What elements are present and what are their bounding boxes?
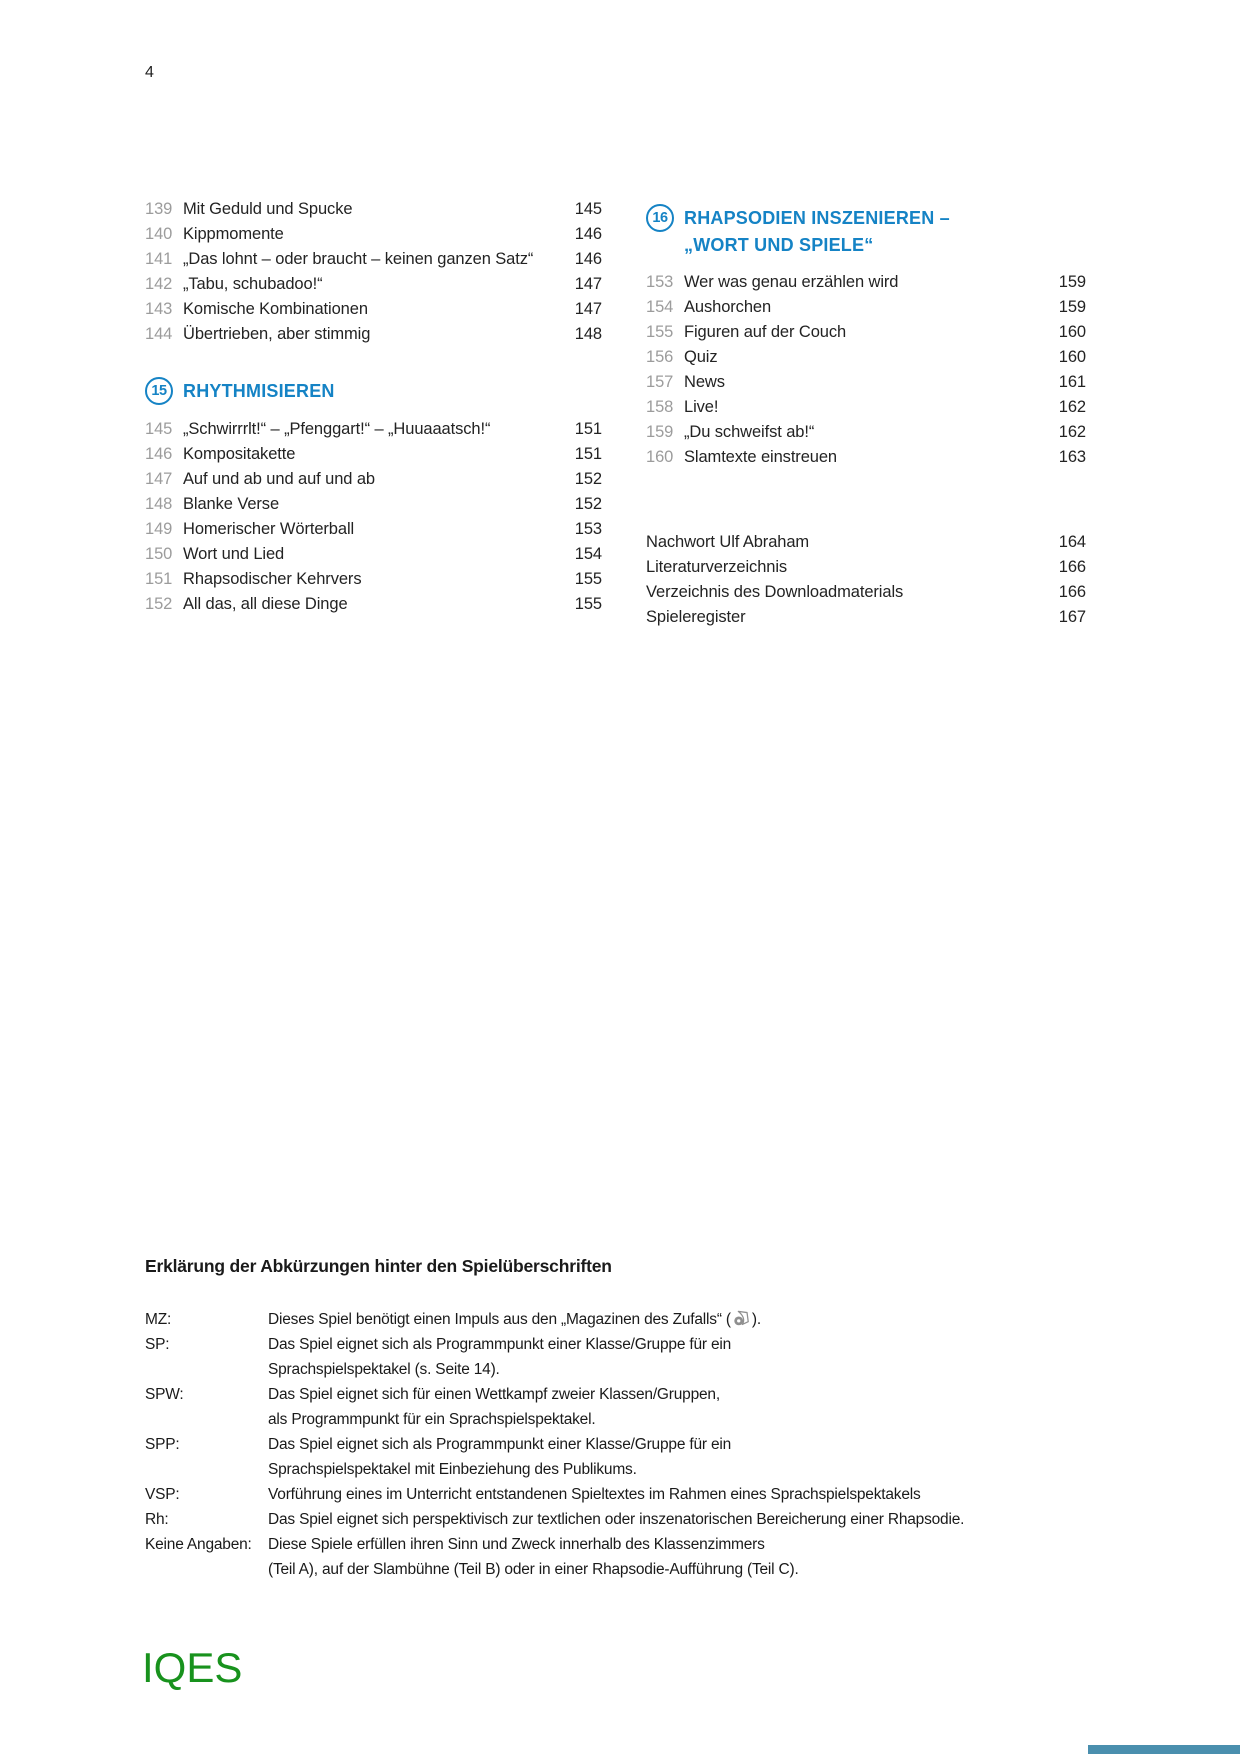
toc-entry-page: 162: [1058, 423, 1086, 441]
toc-endmatter: [646, 530, 1086, 630]
toc-entry-page: 164: [1058, 533, 1086, 551]
toc-entry-number: 141: [145, 250, 173, 268]
toc-entry[interactable]: [145, 467, 602, 492]
toc-entry-title: Spieleregister: [646, 608, 746, 626]
legend-label: [145, 1407, 268, 1432]
toc-entry-page: 160: [1058, 348, 1086, 366]
toc-entry-page: 154: [574, 545, 602, 563]
toc-entry-page: 162: [1058, 398, 1086, 416]
toc-entry-number: 151: [145, 570, 173, 588]
legend-text: Sprachspielspektakel (s. Seite 14).: [268, 1361, 500, 1378]
legend-mz-text-after: ).: [751, 1311, 761, 1328]
toc-entry-title: Auf und ab und auf und ab: [183, 470, 376, 488]
toc-entry-title: Live!: [684, 398, 719, 416]
toc-entry[interactable]: [646, 555, 1086, 580]
legend-label: [145, 1357, 268, 1382]
toc-entry[interactable]: [145, 222, 602, 247]
toc-entry[interactable]: [646, 295, 1086, 320]
toc-entry[interactable]: [145, 567, 602, 592]
legend: [145, 1307, 1105, 1582]
toc-entry-title: Wer was genau erzählen wird: [684, 273, 899, 291]
legend-heading: Erklärung der Abkürzungen hinter den Spielüberschriften: [145, 1256, 612, 1276]
legend-label: MZ:: [145, 1311, 172, 1328]
section-title-line2: „WORT UND SPIELE“: [684, 235, 874, 255]
toc-entry-title: „Tabu, schubadoo!“: [183, 275, 323, 293]
legend-row: [145, 1457, 1105, 1482]
toc-entry-number: 148: [145, 495, 173, 513]
toc-entry-title: Quiz: [684, 348, 718, 366]
toc-entry-title: „Schwirrrlt!“ – „Pfenggart!“ – „Huuaaatsch!“: [183, 420, 491, 438]
toc-entry[interactable]: [646, 370, 1086, 395]
page-number: 4: [145, 64, 154, 81]
toc-entry-page: 148: [574, 325, 602, 343]
toc-entry-page: 155: [574, 570, 602, 588]
legend-label: Rh:: [145, 1511, 169, 1528]
legend-text: als Programmpunkt für ein Sprachspielspektakel.: [268, 1411, 596, 1428]
toc-entry-page: 146: [574, 250, 602, 268]
toc-entry-title: Komische Kombinationen: [183, 300, 368, 318]
zufallsmagazin-icon: [732, 1309, 751, 1328]
legend-text: Das Spiel eignet sich perspektivisch zur textlichen oder inszenatorischen Bereicherung einer Rhapsodie.: [268, 1511, 965, 1528]
toc-entry-page: 147: [574, 300, 602, 318]
section-title-line1: RHAPSODIEN INSZENIEREN –: [684, 208, 950, 228]
iqes-logo: IQES: [142, 1644, 243, 1691]
toc-entry-number: 143: [145, 300, 173, 318]
toc-entry-number: 144: [145, 325, 173, 343]
toc-entry-number: 160: [646, 448, 674, 466]
toc-entry-number: 158: [646, 398, 674, 416]
toc-entry-title: Rhapsodischer Kehrvers: [183, 570, 362, 588]
toc-entry[interactable]: [145, 197, 602, 222]
legend-label: SP:: [145, 1336, 170, 1353]
footer-accent-bar: [1088, 1745, 1240, 1754]
toc-entry-page: 152: [574, 470, 602, 488]
toc-entry-title: „Das lohnt – oder braucht – keinen ganzen Satz“: [183, 250, 534, 268]
legend-text: [268, 1307, 1105, 1332]
toc-entry[interactable]: [646, 580, 1086, 605]
legend-row-mz: [145, 1307, 1105, 1332]
toc-entry-title: Slamtexte einstreuen: [684, 448, 838, 466]
toc-entry-number: 156: [646, 348, 674, 366]
toc-entry[interactable]: [145, 247, 602, 272]
legend-row: [145, 1557, 1105, 1582]
toc-entry-page: 166: [1058, 558, 1086, 576]
toc-entry-title: Mit Geduld und Spucke: [183, 200, 353, 218]
legend-label: VSP:: [145, 1486, 180, 1503]
toc-entry[interactable]: [145, 322, 602, 347]
toc-entry[interactable]: [145, 492, 602, 517]
toc-entry[interactable]: [145, 592, 602, 617]
toc-entry-number: 146: [145, 445, 173, 463]
section-number-badge: 16: [646, 204, 674, 232]
toc-entry-number: 152: [145, 595, 173, 613]
toc-entry-title: Homerischer Wörterball: [183, 520, 355, 538]
legend-row: [145, 1382, 1105, 1407]
section-number-badge: 15: [145, 377, 173, 405]
toc-entry-page: 151: [574, 445, 602, 463]
legend-row: [145, 1507, 1105, 1532]
section-heading-15[interactable]: [145, 377, 602, 405]
legend-label: SPW:: [145, 1386, 184, 1403]
toc-entry-page: 145: [574, 200, 602, 218]
toc-entry[interactable]: [145, 517, 602, 542]
toc-entry[interactable]: [145, 417, 602, 442]
toc-entry-number: 149: [145, 520, 173, 538]
toc-entry-title: Kippmomente: [183, 225, 284, 243]
toc-entry-number: 154: [646, 298, 674, 316]
toc-entry-number: 153: [646, 273, 674, 291]
toc-entry-page: 161: [1058, 373, 1086, 391]
section-heading-16[interactable]: [646, 204, 1106, 259]
toc-entry-page: 153: [574, 520, 602, 538]
toc-entry-title: Wort und Lied: [183, 545, 285, 563]
toc-entry-number: 150: [145, 545, 173, 563]
toc-right-column: [646, 270, 1086, 470]
toc-entry[interactable]: [646, 345, 1086, 370]
legend-row: [145, 1532, 1105, 1557]
toc-entry-title: „Du schweifst ab!“: [684, 423, 815, 441]
toc-entry-title: Aushorchen: [684, 298, 772, 316]
toc-entry-number: 159: [646, 423, 674, 441]
toc-entry[interactable]: [646, 270, 1086, 295]
toc-entry-page: 166: [1058, 583, 1086, 601]
toc-entry[interactable]: [646, 530, 1086, 555]
toc-entry-number: 145: [145, 420, 173, 438]
legend-label: [145, 1457, 268, 1482]
toc-entry-page: 163: [1058, 448, 1086, 466]
legend-text: Vorführung eines im Unterricht entstandenen Spieltextes im Rahmen eines Sprachspielspektakels: [268, 1486, 921, 1503]
toc-entry[interactable]: [646, 320, 1086, 345]
toc-left-column-section: [145, 417, 602, 617]
section-title: [674, 205, 950, 259]
toc-entry-title: Nachwort Ulf Abraham: [646, 533, 810, 551]
legend-row: [145, 1432, 1105, 1457]
toc-entry[interactable]: [145, 297, 602, 322]
legend-row: [145, 1407, 1105, 1432]
toc-entry-page: 147: [574, 275, 602, 293]
toc-entry[interactable]: [145, 442, 602, 467]
toc-entry-title: All das, all diese Dinge: [183, 595, 348, 613]
legend-label: SPP:: [145, 1436, 180, 1453]
legend-text: (Teil A), auf der Slambühne (Teil B) oder in einer Rhapsodie-Aufführung (Teil C).: [268, 1561, 799, 1578]
toc-entry-title: Blanke Verse: [183, 495, 280, 513]
toc-entry-number: 157: [646, 373, 674, 391]
toc-entry-number: 155: [646, 323, 674, 341]
legend-text: Das Spiel eignet sich als Programmpunkt einer Klasse/Gruppe für ein: [268, 1336, 732, 1353]
toc-entry[interactable]: [145, 272, 602, 297]
legend-label: Keine Angaben:: [145, 1536, 252, 1553]
toc-entry-number: 147: [145, 470, 173, 488]
toc-entry[interactable]: [646, 395, 1086, 420]
toc-entry-page: 151: [574, 420, 602, 438]
legend-text: Das Spiel eignet sich für einen Wettkampf zweier Klassen/Gruppen,: [268, 1386, 720, 1403]
toc-entry[interactable]: [646, 420, 1086, 445]
legend-row: [145, 1332, 1105, 1357]
toc-entry-title: Übertrieben, aber stimmig: [183, 325, 371, 343]
legend-row: [145, 1482, 1105, 1507]
legend-label: [145, 1557, 268, 1582]
toc-entry-number: 140: [145, 225, 173, 243]
legend-mz-text-before: Dieses Spiel benötigt einen Impuls aus den „Magazinen des Zufalls“ (: [268, 1311, 731, 1328]
toc-entry-page: 167: [1058, 608, 1086, 626]
toc-entry-title: Figuren auf der Couch: [684, 323, 847, 341]
toc-entry-title: Verzeichnis des Downloadmaterials: [646, 583, 904, 601]
toc-entry-number: 139: [145, 200, 173, 218]
legend-text: Das Spiel eignet sich als Programmpunkt einer Klasse/Gruppe für ein: [268, 1436, 732, 1453]
legend-row: [145, 1357, 1105, 1382]
toc-entry-title: Kompositakette: [183, 445, 296, 463]
toc-entry[interactable]: [646, 605, 1086, 630]
toc-entry-page: 146: [574, 225, 602, 243]
toc-entry-page: 159: [1058, 273, 1086, 291]
toc-entry-title: News: [684, 373, 725, 391]
legend-text: Sprachspielspektakel mit Einbeziehung des Publikums.: [268, 1461, 637, 1478]
toc-entry[interactable]: [646, 445, 1086, 470]
toc-entry-page: 152: [574, 495, 602, 513]
toc-entry-page: 155: [574, 595, 602, 613]
legend-text: Diese Spiele erfüllen ihren Sinn und Zweck innerhalb des Klassenzimmers: [268, 1536, 765, 1553]
toc-entry-page: 160: [1058, 323, 1086, 341]
toc-entry-number: 142: [145, 275, 173, 293]
toc-entry-title: Literaturverzeichnis: [646, 558, 788, 576]
toc-left-column-top: [145, 197, 602, 347]
toc-entry[interactable]: [145, 542, 602, 567]
toc-entry-page: 159: [1058, 298, 1086, 316]
section-title: RHYTHMISIEREN: [183, 381, 335, 401]
